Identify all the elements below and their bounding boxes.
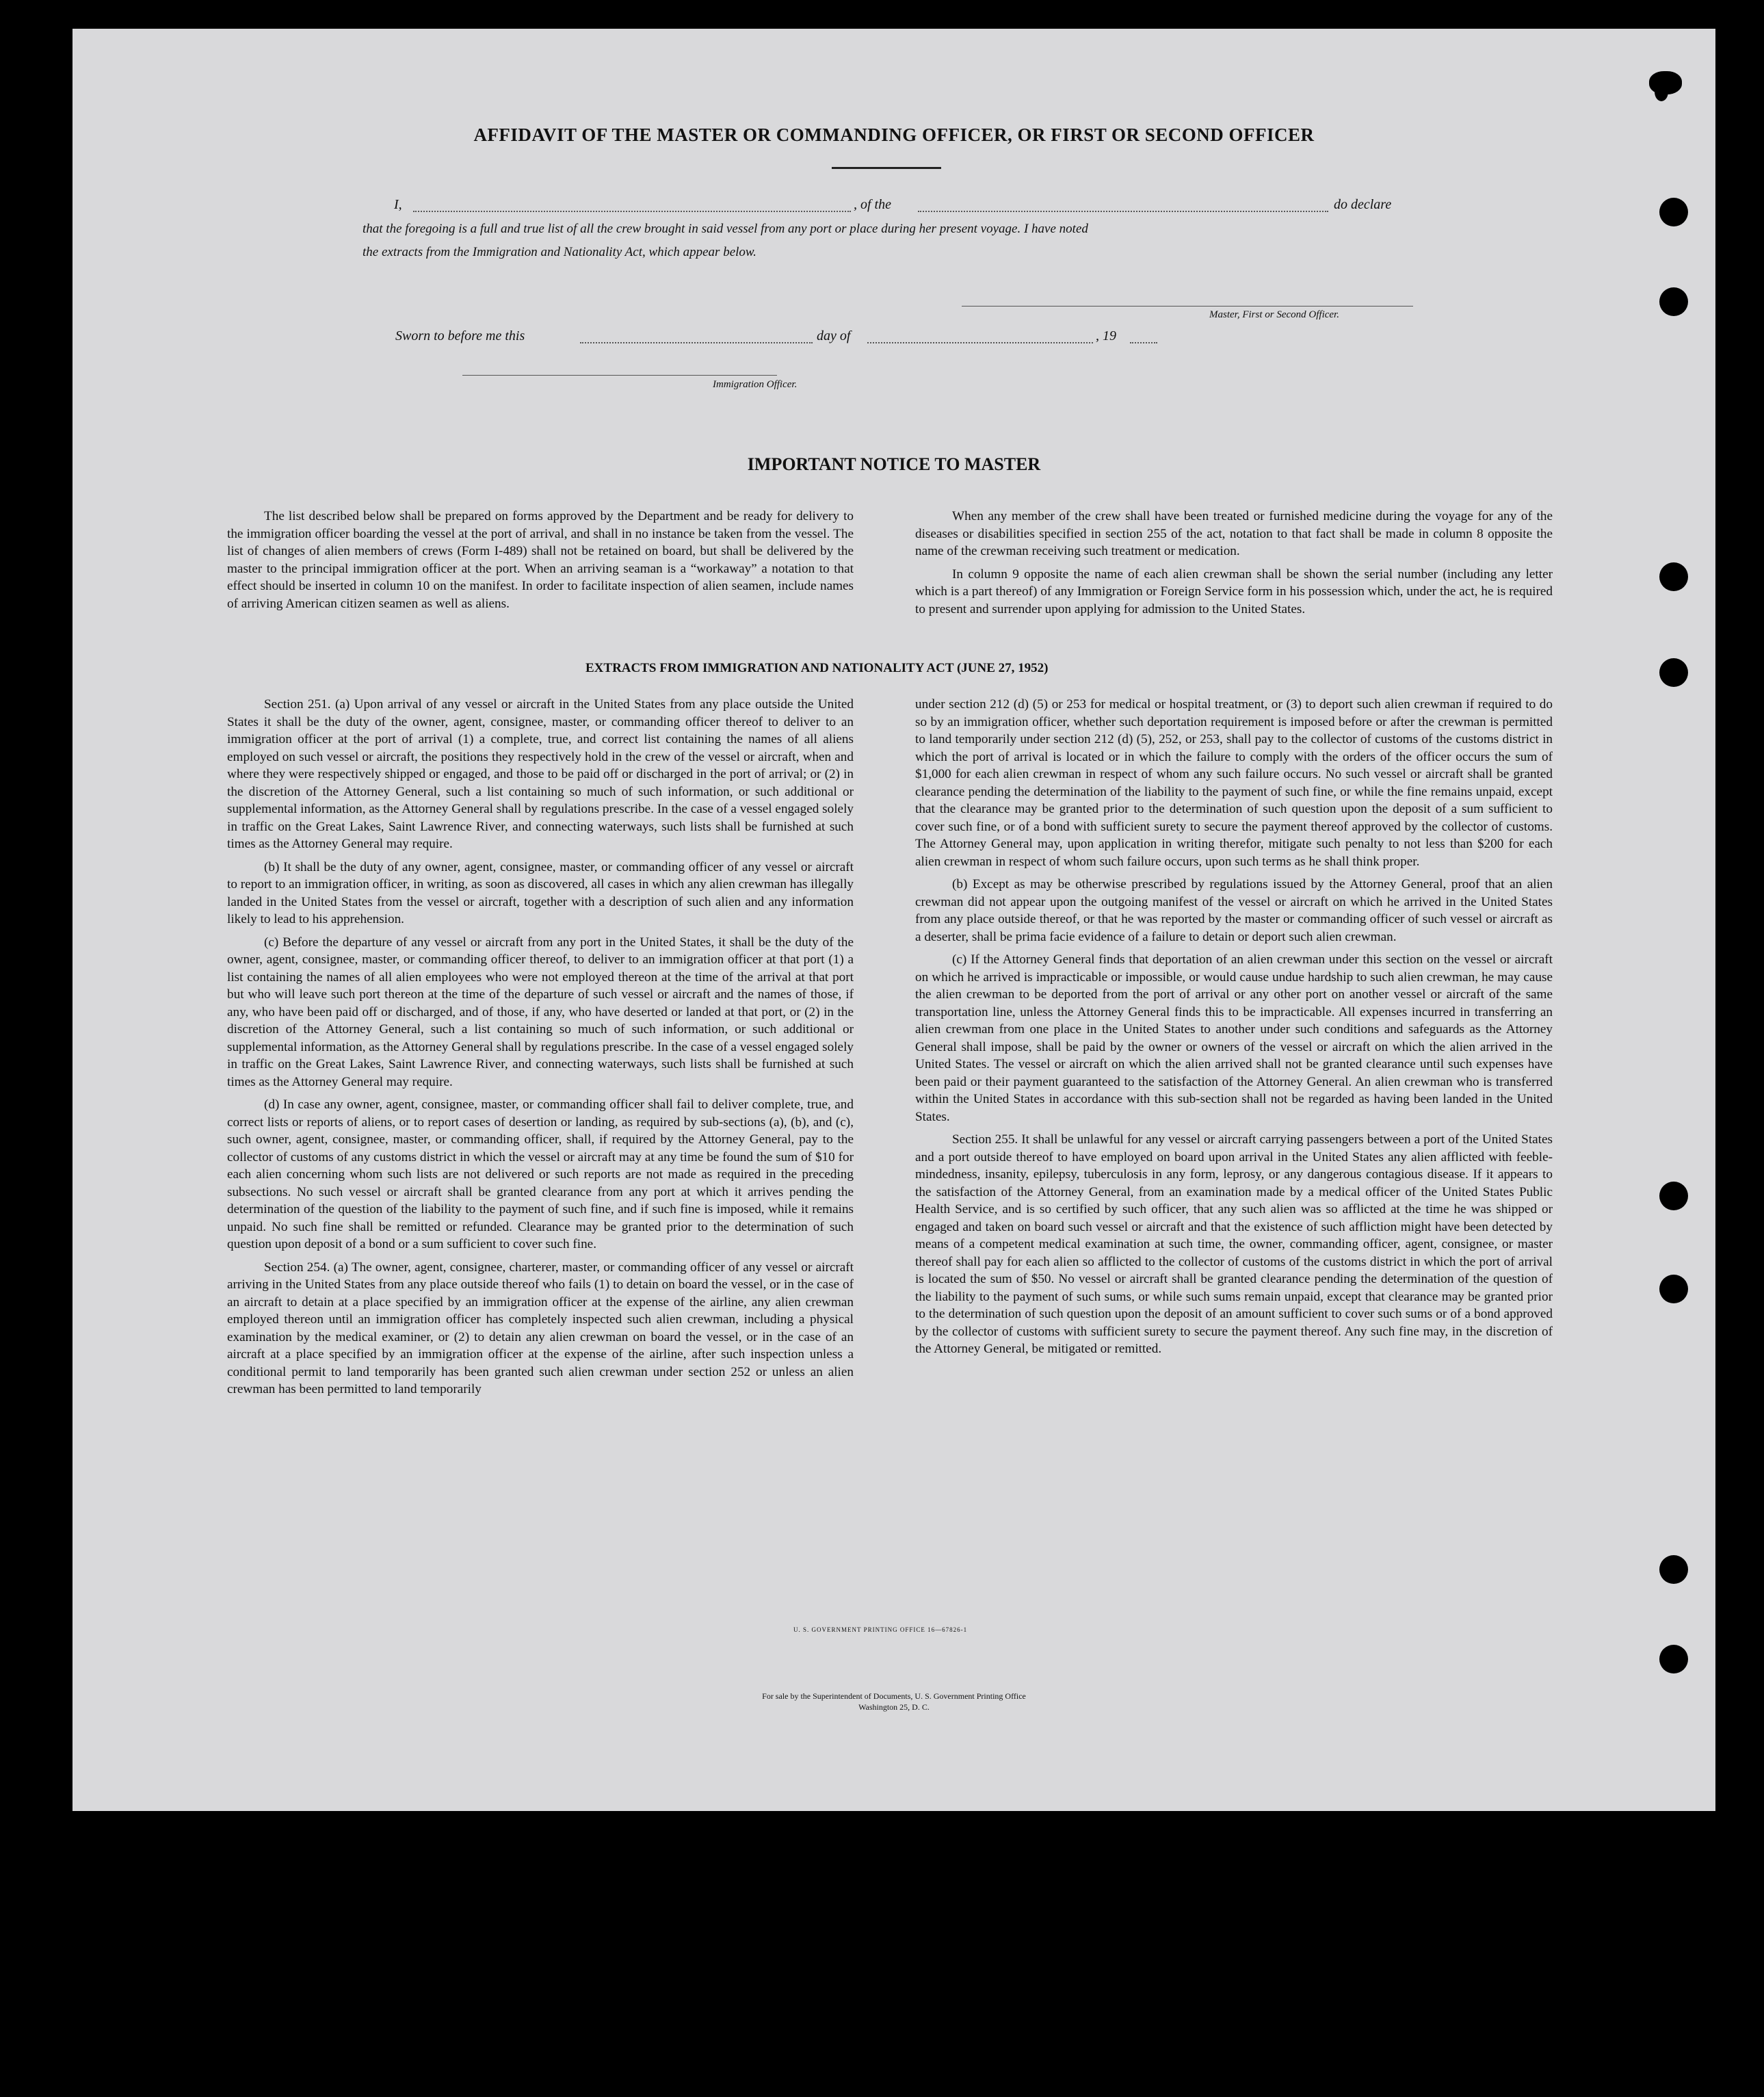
sworn-month-field[interactable]	[867, 342, 1093, 343]
notice-right-column	[915, 508, 1553, 623]
section-251-a: Section 251. (a) Upon arrival of any vessel or aircraft in the United States from any place outside the United States it shall be the duty of the owner, agent, consignee, master, or commanding officer thereof to deliver to an immigration officer at the port of arrival (1) a complete, true, and correct list containing the names of all aliens employed on such vessel or aircraft, the positions they respectively hold in the crew of the vessel or aircraft, when and where they were respectively shipped or engaged, and those to be paid off or discharged in the port of arrival; or (2) in the discretion of the Attorney General, such a list containing so much of such information, or such additional or supplemental information, as the Attorney General shall by regulations prescribe. In the case of a vessel engaged solely in traffic on the Great Lakes, Saint Lawrence River, and connecting waterways, such lists shall be furnished at such times as the Attorney General may require.	[227, 697, 854, 851]
section-251-c: (c) Before the departure of any vessel or aircraft from any port in the United States, it shall be the duty of the owner, agent, consignee, master, or commanding officer thereof, to deliver to an immigration officer at that port (1) a list containing the names of all alien employees who were not employed thereon at the time of the arrival at that port but who will leave such port thereon at the time of the departure of such vessel or aircraft and the names of those, if any, who have been paid off or discharged, and of those, if any, who have deserted or landed at that port, or (2) in the discretion of the Attorney General, such a list containing so much of such information, or such additional or supplemental information, as the Attorney General shall by regulations prescribe. In the case of a vessel engaged solely in traffic on the Great Lakes, Saint Lawrence River, and connecting waterways, such lists shall be furnished at such times as the Attorney General may require.	[227, 935, 854, 1089]
extracts-right-column	[915, 696, 1553, 1364]
affidavit-title: AFFIDAVIT OF THE MASTER OR COMMANDING OFFICER, OR FIRST OR SECOND OFFICER	[473, 125, 1315, 145]
punch-hole	[1659, 1645, 1688, 1673]
declare-label: do declare	[1334, 197, 1392, 212]
notice-left-text: The list described below shall be prepared on forms approved by the Department and be ready for delivery to the immigration officer boarding the vessel at the port of arrival, and shall in no instance be taken from the vessel. The list of changes of alien members of crews (Form I-489) shall not be retained on board, but shall be delivered by the master to the principal immigration officer at the port. When an arriving seaman is a “workaway” a notation to that effect should be inserted in column 10 on the manifest. In order to facilitate inspection of alien seamen, include names of arriving American citizen seamen as well as aliens.	[227, 509, 854, 611]
punch-hole	[1659, 1182, 1688, 1210]
officer-signature-label: Immigration Officer.	[713, 379, 798, 390]
day-of-label: day of	[817, 328, 851, 343]
section-254-a: Section 254. (a) The owner, agent, consignee, charterer, master, or commanding officer of any vessel or aircraft arriving in the United States from any place outside thereof who fails (1) to detain on board the vessel, or in the case of an aircraft to detain at a place specified by an immigration officer at the expense of the airline, any alien crewman employed thereon until an immigration officer has completely inspected such alien crewman, including a physical examination by the medical examiner, or (2) to detain any alien crewman on board the vessel, or in the case of an aircraft at a place specified by an immigration officer at the expense of the airline, after such inspection unless a conditional permit to land temporarily has been granted such alien crewman under section 252 or unless an alien crewman has been permitted to land temporarily	[227, 1260, 854, 1396]
sworn-label: Sworn to before me this	[395, 328, 525, 343]
notice-right-paragraph: When any member of the crew shall have been treated or furnished medicine during the voyage for any of the diseases or disabilities specified in section 255 of the act, notation to that fact shall be made in column 8 opposite the name of the crewman receiving such treatment or medication.	[915, 509, 1553, 558]
officer-signature-line[interactable]	[462, 375, 777, 376]
i-label: I,	[394, 197, 402, 212]
master-signature-line[interactable]	[962, 306, 1413, 307]
footer-line-1: For sale by the Superintendent of Documents, U. S. Government Printing Office	[762, 1691, 1026, 1701]
section-255: Section 255. It shall be unlawful for any vessel or aircraft carrying passengers between a port of the United States and a port outside thereof to have employed on board upon arrival in the United States any alien afflicted with feeble-mindedness, insanity, epilepsy, tuberculosis in any form, leprosy, or any dangerous contagious disease. If it appears to the satisfaction of the Attorney General, from an examination made by a medical officer of the United States Public Health Service, and is so certified by such officer, that any such alien was so afflicted at the time he was shipped or engaged and taken on board such vessel or aircraft and that the existence of such affliction might have been detected by means of a competent medical examination at such time, the owner, commanding officer, agent, consignee, or master thereof shall pay for each alien so afflicted to the collector of customs of the customs district in which the port of arrival is located the sum of $50. No vessel or aircraft shall be granted clearance pending the determination of the question of the liability to the payment of such sums, or while such sums remain unpaid, except that clearance may be granted prior to the determination of such question upon the deposit of an amount sufficient to cover such sums or of a bond approved by the collector of customs with sufficient surety to secure the payment thereof. Any such fine may, in the discretion of the Attorney General, be mitigated or remitted.	[915, 1132, 1553, 1356]
sworn-year-field[interactable]	[1130, 342, 1157, 343]
of-the-label: , of the	[854, 197, 891, 212]
statement-line-1: that the foregoing is a full and true list of all the crew brought in said vessel from any port or place during her present voyage. I have noted	[363, 222, 1088, 236]
notice-heading: IMPORTANT NOTICE TO MASTER	[747, 454, 1041, 474]
section-251-d: (d) In case any owner, agent, consignee, master, or commanding officer shall fail to deliver complete, true, and correct lists or reports of aliens, or to report cases of desertion or landing, as required by sub-sections (a), (b), and (c), such owner, agent, consignee, master, or commanding officer, shall, if required by the Attorney General, pay to the collector of customs of any customs district in which the vessel or aircraft may at any time be found the sum of $10 for each alien concerning whom such lists are not delivered or such reports are not made as required in the preceding subsections. No such vessel or aircraft shall be granted clearance from any port at which it arrives pending the determination of the question of the liability to the payment of such fine, and if such fine is imposed, while it remains unpaid. No such fine shall be remitted or refunded. Clearance may be granted prior to the determination of such question upon deposit of a bond or a sum sufficient to cover such fine.	[227, 1097, 854, 1251]
punch-hole	[1659, 287, 1688, 316]
punch-hole	[1649, 71, 1682, 94]
notice-right-paragraph: In column 9 opposite the name of each alien crewman shall be shown the serial number (including any letter which is a part thereof) of any Immigration or Foreign Service form in his possession which, under the act, he is required to present and surrender upon applying for admission to the United States.	[915, 566, 1553, 616]
section-254-b: (b) Except as may be otherwise prescribed by regulations issued by the Attorney General, proof that an alien crewman did not appear upon the outgoing manifest of the vessel or aircraft on which he arrived in the United States from any place outside thereof, or that he was reported by the master or commanding officer of such vessel or aircraft as a deserter, shall be prima facie evidence of a failure to detain or deport such alien crewman.	[915, 877, 1553, 944]
punch-hole	[1659, 1555, 1688, 1584]
declarant-name-field[interactable]	[413, 211, 851, 212]
notice-left-column	[227, 508, 854, 618]
title-rule	[832, 167, 941, 169]
section-254-c: (c) If the Attorney General finds that deportation of an alien crewman under this section on the vessel or aircraft on which he arrived is impracticable or impossible, or would cause undue hardship to such alien crewman, he may cause the alien crewman to be deported from the port of arrival or any other port on another vessel or aircraft of the same transportation line, unless the Attorney General finds this to be impracticable. All expenses incurred in transferring an alien crewman from one place in the United States to another under such conditions and safeguards as the Attorney General shall impose, shall be paid by the owner or owners of the vessel or aircraft on which the alien arrived in the United States. The vessel or aircraft on which the alien arrived shall not be granted clearance until such expenses have been paid or their payment guaranteed to the satisfaction of the Attorney General. An alien crewman who is transferred within the United States in accordance with this sub-section shall not be regarded as having been landed in the United States.	[915, 952, 1553, 1124]
punch-hole	[1659, 658, 1688, 687]
master-signature-label: Master, First or Second Officer.	[1209, 309, 1339, 320]
sworn-day-field[interactable]	[580, 342, 813, 343]
punch-hole	[1659, 198, 1688, 226]
punch-hole	[1659, 1275, 1688, 1303]
punch-hole	[1659, 562, 1688, 591]
printing-office-line: U. S. GOVERNMENT PRINTING OFFICE 16—67826-1	[793, 1626, 968, 1633]
extracts-heading: EXTRACTS FROM IMMIGRATION AND NATIONALITY ACT (JUNE 27, 1952)	[585, 661, 1049, 675]
section-251-b: (b) It shall be the duty of any owner, agent, consignee, master, or commanding officer of any vessel or aircraft to report to an immigration officer, in writing, as soon as discovered, all cases in which any alien crewman has illegally landed in the United States from the vessel or aircraft, together with a description of such alien and any information likely to lead to his apprehension.	[227, 859, 854, 926]
extracts-left-column	[227, 696, 854, 1404]
statement-line-2: the extracts from the Immigration and Nationality Act, which appear below.	[363, 245, 756, 259]
year-label: , 19	[1096, 328, 1116, 343]
section-254-a-continued: under section 212 (d) (5) or 253 for medical or hospital treatment, or (3) to deport such alien crewman if required to do so by an immigration officer, whether such deportation requirement is imposed before or after the crewman is permitted to land temporarily under section 212 (d) (5), 252, or 253, shall pay to the collector of customs of the customs district in which the port of arrival is located or in which the failure to comply with the orders of the officer occurs the sum of $1,000 for each alien crewman in respect of whom any such failure occurs. No such vessel or aircraft shall be granted clearance pending the determination of the liability to the payment of such fine, or while the fine remains unpaid, except that the clearance may be granted prior to the determination of such question upon the deposit of a sum sufficient to cover such fine, or of a bond with sufficient surety to secure the payment thereof approved by the collector of customs. The Attorney General may, upon application in writing therefor, mitigate such penalty to not less than $200 for each alien crewman in respect of whom such failure occurs, upon such terms as he shall think proper.	[915, 697, 1553, 869]
footer-line-2: Washington 25, D. C.	[858, 1702, 930, 1712]
document-page	[73, 29, 1715, 1811]
vessel-name-field[interactable]	[918, 211, 1328, 212]
